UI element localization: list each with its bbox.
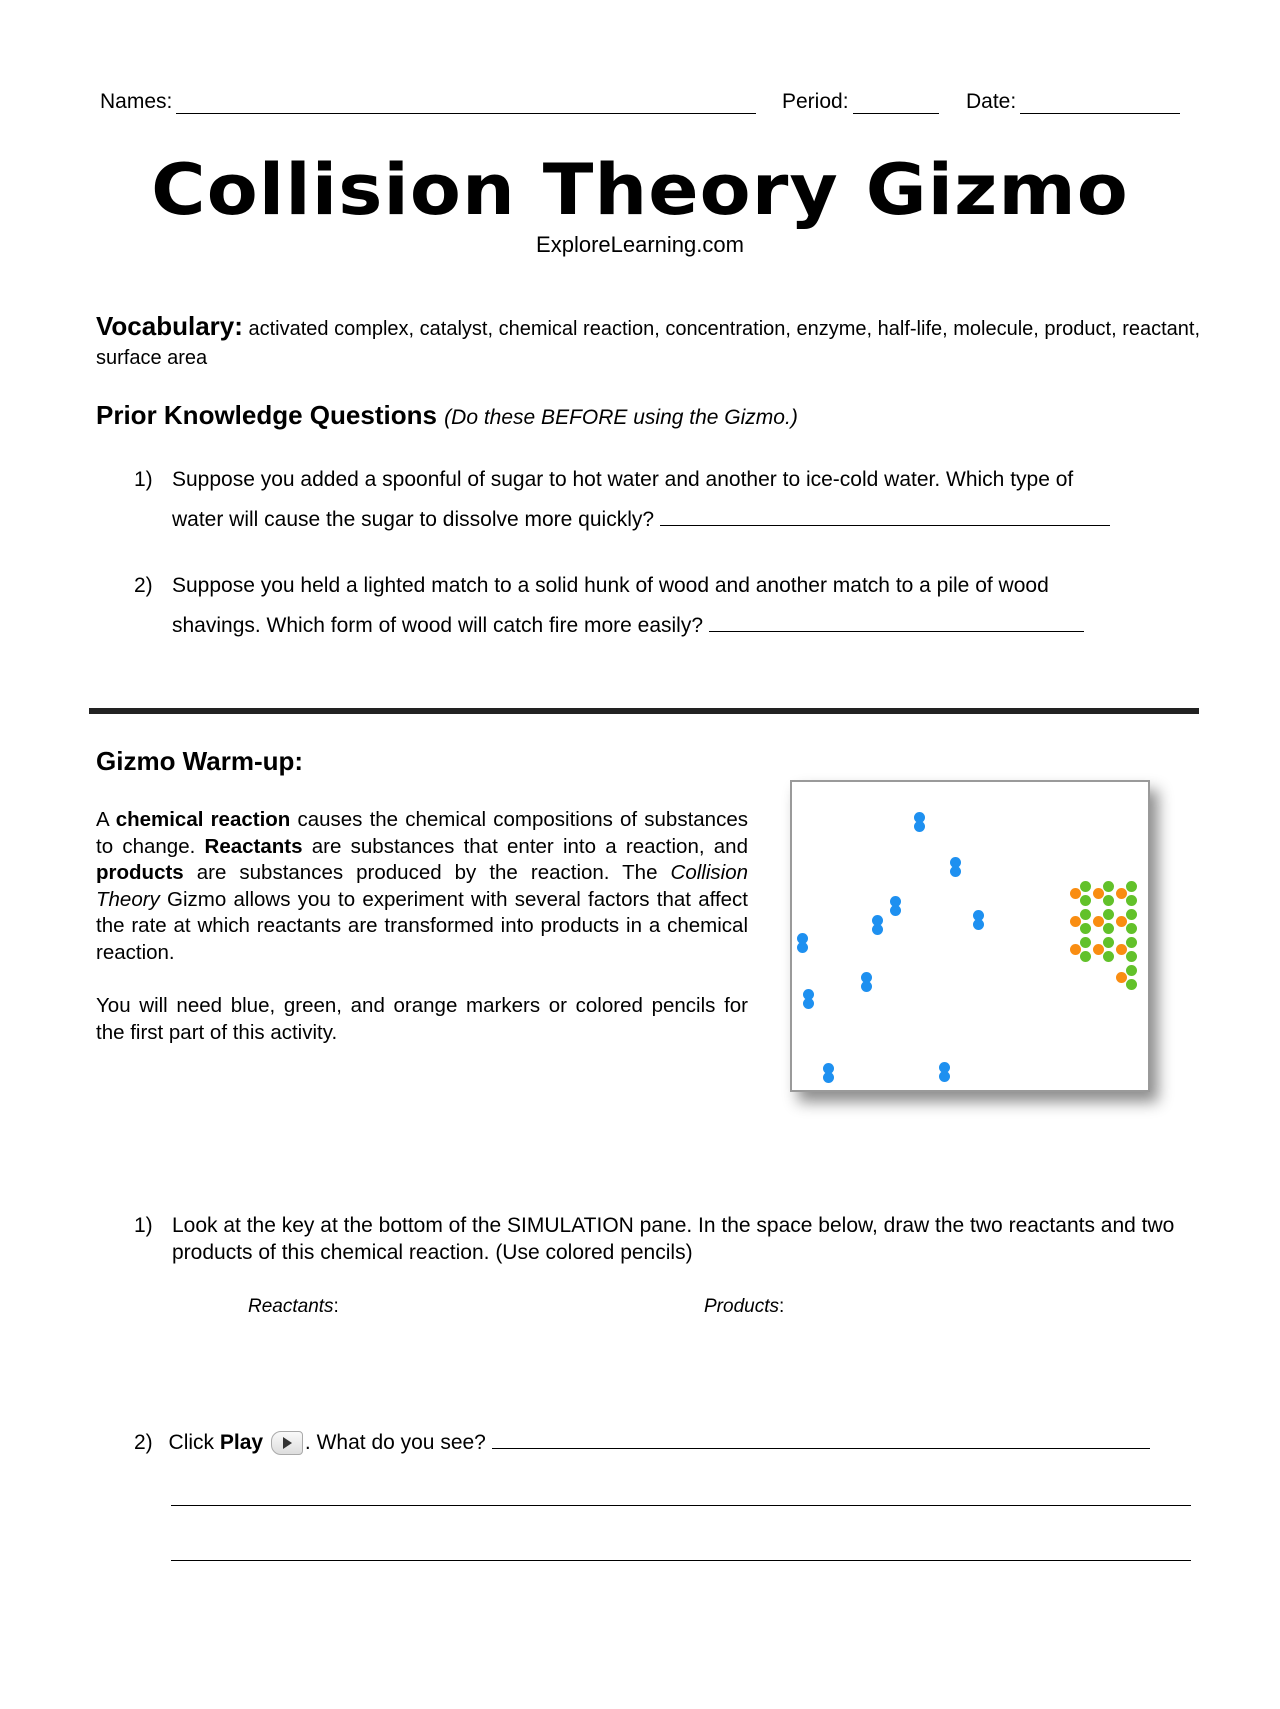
vocabulary-label: Vocabulary: xyxy=(96,311,243,341)
prior-question-1 xyxy=(134,460,1194,540)
question-text-line1: Suppose you added a spoonful of sugar to hot water and another to ice-cold water. Which type of xyxy=(172,468,1074,491)
vocabulary-terms: activated complex, catalyst, chemical reaction, concentration, enzyme, half-life, molecule, product, reactant, surface area xyxy=(96,318,1201,369)
products-label: Products: xyxy=(704,1296,785,1317)
prior-question-2 xyxy=(134,566,1194,646)
period-field[interactable] xyxy=(782,90,939,114)
names-label: Names: xyxy=(100,90,173,113)
question-number: 1) xyxy=(134,1214,153,1237)
question-number: 2) xyxy=(134,1431,153,1454)
period-blank[interactable] xyxy=(853,93,939,114)
site-name: ExploreLearning.com xyxy=(536,232,744,257)
period-label: Period: xyxy=(782,90,849,113)
vocabulary-section xyxy=(96,312,1206,373)
warmup-question-1 xyxy=(134,1212,1214,1266)
warmup-question-2: 2) Click Play . What do you see? xyxy=(134,1426,1150,1455)
names-field[interactable] xyxy=(100,90,756,114)
answer-blank[interactable] xyxy=(492,1426,1150,1449)
date-field[interactable] xyxy=(966,90,1180,114)
prior-knowledge-note: (Do these BEFORE using the Gizmo.) xyxy=(444,406,798,429)
names-blank[interactable] xyxy=(176,93,756,114)
question-text-line2: shavings. Which form of wood will catch fire more easily? xyxy=(172,606,1194,646)
question-text-line1: Suppose you held a lighted match to a solid hunk of wood and another match to a pile of wood xyxy=(172,574,1049,597)
question-number: 1) xyxy=(134,468,153,491)
play-button-icon xyxy=(271,1431,303,1455)
date-label: Date: xyxy=(966,90,1017,113)
warmup-paragraph-2: You will need blue, green, and orange markers or colored pencils for the first part of this activity. xyxy=(96,994,748,1044)
warmup-heading: Gizmo Warm-up: xyxy=(96,746,304,776)
question-text-line2: water will cause the sugar to dissolve more quickly? xyxy=(172,500,1194,540)
page-title: Collision Theory Gizmo xyxy=(151,149,1129,231)
reactants-label: Reactants: xyxy=(248,1296,339,1317)
warmup-paragraph-1: A chemical reaction causes the chemical compositions of substances to change. Reactants are substances that enter into a reaction, and products are substances produced by the reaction. The Collision Theory Gizmo allows you to experiment with several factors that affect the rate at which reactants are transformed into products in a chemical reaction. xyxy=(96,808,748,964)
date-blank[interactable] xyxy=(1020,93,1180,114)
answer-blank[interactable] xyxy=(660,503,1110,526)
simulation-figure xyxy=(790,780,1150,1092)
play-label: Play xyxy=(219,1431,264,1454)
question-number: 2) xyxy=(134,574,153,597)
prior-knowledge-heading xyxy=(96,400,798,431)
section-divider xyxy=(89,708,1199,714)
prior-knowledge-title: Prior Knowledge Questions xyxy=(96,400,437,430)
answer-blank[interactable] xyxy=(709,609,1084,632)
answer-line[interactable] xyxy=(171,1505,1191,1506)
answer-line[interactable] xyxy=(171,1560,1191,1561)
question-text: Look at the key at the bottom of the SIMULATION pane. In the space below, draw the two reactants and two products of this chemical reaction. (Use colored pencils) xyxy=(172,1214,1175,1264)
